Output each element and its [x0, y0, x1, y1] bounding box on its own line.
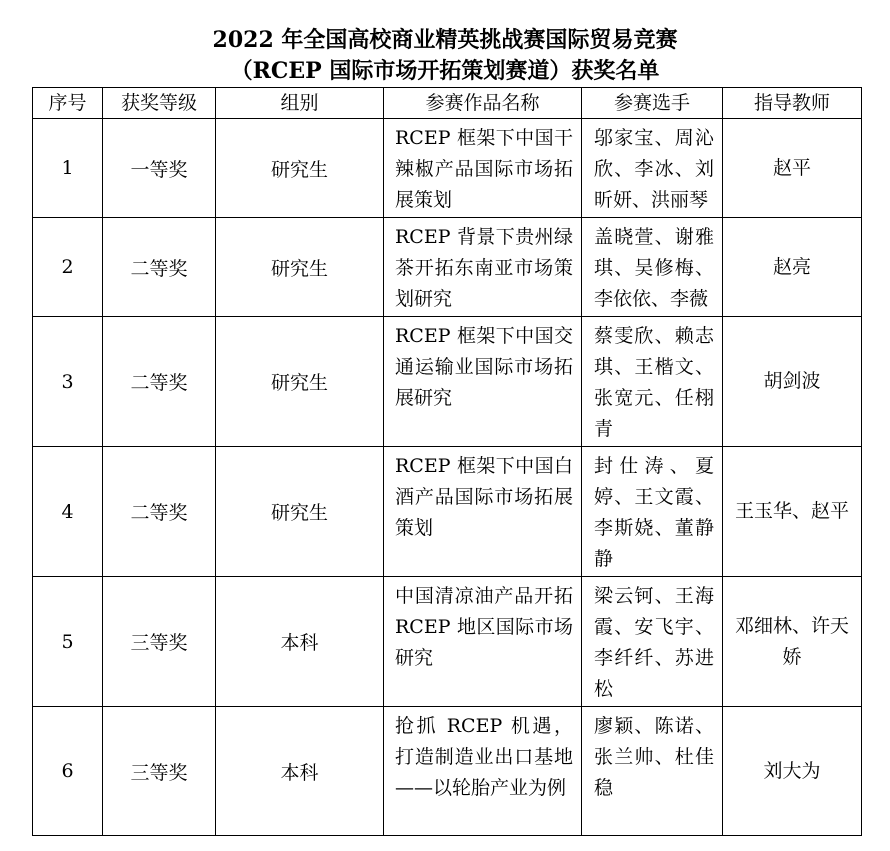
cell-work: RCEP 框架下中国交通运输业国际市场拓展研究 [384, 317, 582, 447]
cell-group: 研究生 [216, 218, 384, 317]
cell-group: 本科 [216, 577, 384, 707]
cell-award: 二等奖 [103, 317, 216, 447]
table-row [33, 707, 862, 836]
cell-group: 研究生 [216, 447, 384, 577]
table-row [33, 119, 862, 218]
cell-players: 邬家宝、周沁欣、李冰、刘昕妍、洪丽琴 [582, 119, 723, 218]
cell-work: RCEP 框架下中国白酒产品国际市场拓展策划 [384, 447, 582, 577]
cell-work: RCEP 背景下贵州绿茶开拓东南亚市场策划研究 [384, 218, 582, 317]
table-row [33, 218, 862, 317]
header-work: 参赛作品名称 [384, 88, 582, 119]
cell-work: 抢抓 RCEP 机遇，打造制造业出口基地——以轮胎产业为例 [384, 707, 582, 836]
cell-players: 蔡雯欣、赖志琪、王楷文、张宽元、任栩青 [582, 317, 723, 447]
cell-advisor: 赵平 [723, 119, 862, 218]
header-players: 参赛选手 [582, 88, 723, 119]
cell-award: 一等奖 [103, 119, 216, 218]
table-header-row [33, 88, 862, 119]
cell-advisor: 胡剑波 [723, 317, 862, 447]
cell-group: 研究生 [216, 119, 384, 218]
cell-players: 廖颖、陈诺、张兰帅、杜佳稳 [582, 707, 723, 836]
cell-index: 4 [33, 447, 103, 577]
awards-table [32, 87, 862, 836]
cell-award: 三等奖 [103, 707, 216, 836]
cell-group: 本科 [216, 707, 384, 836]
header-group: 组别 [216, 88, 384, 119]
cell-group: 研究生 [216, 317, 384, 447]
cell-advisor: 邓细林、许天娇 [723, 577, 862, 707]
cell-advisor: 王玉华、赵平 [723, 447, 862, 577]
cell-index: 2 [33, 218, 103, 317]
table-row [33, 447, 862, 577]
cell-index: 5 [33, 577, 103, 707]
cell-index: 6 [33, 707, 103, 836]
cell-award: 三等奖 [103, 577, 216, 707]
cell-players: 梁云钶、王海霞、安飞宇、李纤纤、苏进松 [582, 577, 723, 707]
document-subtitle: （RCEP 国际市场开拓策划赛道）获奖名单 [230, 58, 660, 84]
cell-index: 3 [33, 317, 103, 447]
table-row [33, 577, 862, 707]
cell-players: 盖晓萱、谢雅琪、吴修梅、李依依、李薇 [582, 218, 723, 317]
cell-index: 1 [33, 119, 103, 218]
cell-award: 二等奖 [103, 447, 216, 577]
header-advisor: 指导教师 [723, 88, 862, 119]
document-title: 2022 年全国高校商业精英挑战赛国际贸易竞赛 [212, 27, 678, 53]
cell-work: 中国清凉油产品开拓 RCEP 地区国际市场研究 [384, 577, 582, 707]
header-award: 获奖等级 [103, 88, 216, 119]
cell-work: RCEP 框架下中国干辣椒产品国际市场拓展策划 [384, 119, 582, 218]
cell-award: 二等奖 [103, 218, 216, 317]
table-row [33, 317, 862, 447]
header-index: 序号 [33, 88, 103, 119]
cell-players: 封仕涛、夏婷、王文霞、李斯娆、董静静 [582, 447, 723, 577]
cell-advisor: 赵亮 [723, 218, 862, 317]
cell-advisor: 刘大为 [723, 707, 862, 836]
